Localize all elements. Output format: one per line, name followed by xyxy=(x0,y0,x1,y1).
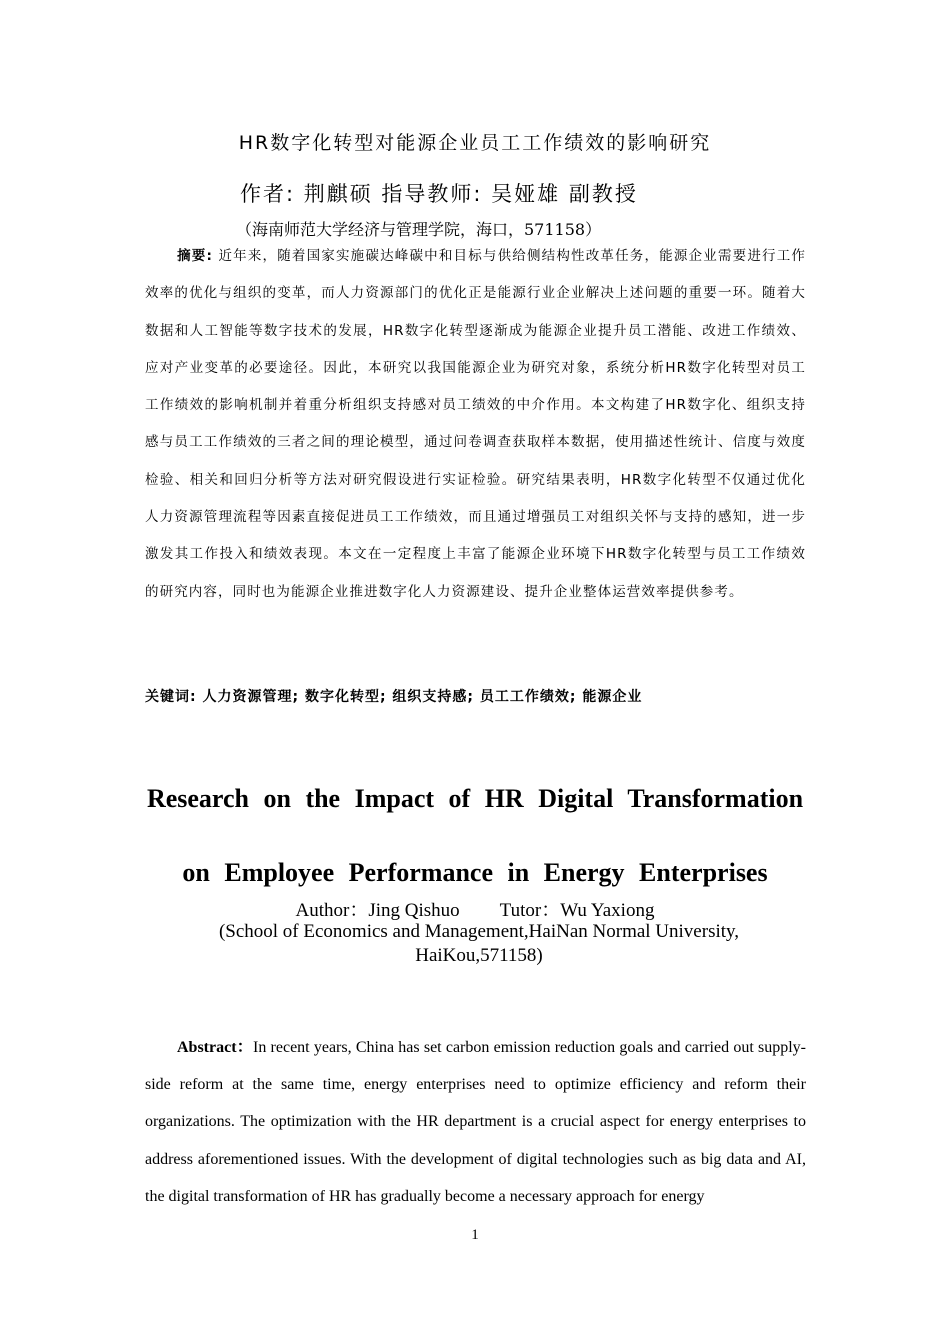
english-abstract-text: In recent years, China has set carbon emission reduction goals and carried out supply-side reform at the same time, energy enterprises need to optimize efficiency and reform their organizations. The optimization with the HR department is a crucial aspect for energy enterprises to address aforementioned issues. With the development of digital technologies such as big data and AI, the digital transformation of HR has gradually become a necessary approach for energy xyxy=(145,1039,806,1205)
chinese-keywords: 关键词: 人力资源管理; 数字化转型; 组织支持感; 员工工作绩效; 能源企业 xyxy=(145,689,643,705)
english-tutor: Tutor：Wu Yaxiong xyxy=(499,900,655,921)
english-title xyxy=(0,762,950,910)
english-abstract-label: Abstract： xyxy=(177,1039,253,1056)
chinese-abstract-label: 摘要: xyxy=(177,248,213,264)
english-author: Author：Jing Qishuo xyxy=(295,900,460,921)
english-authors xyxy=(0,895,950,922)
english-affiliation: (School of Economics and Management,HaiNan Normal University, HaiKou,571158) xyxy=(218,921,740,966)
chinese-abstract-text: 近年来，随着国家实施碳达峰碳中和目标与供给侧结构性改革任务，能源企业需要进行工作效率的优化与组织的变革，而人力资源部门的优化正是能源行业企业解决上述问题的重要一环。随着大数据和人工智能等数字技术的发展，HR数字化转型逐渐成为能源企业提升员工潜能、改进工作绩效、应对产业变革的必要途径。因此，本研究以我国能源企业为研究对象，系统分析HR数字化转型对员工工作绩效的影响机制并着重分析组织支持感对员工绩效的中介作用。本文构建了HR数字化、组织支持感与员工工作绩效的三者之间的理论模型，通过问卷调查获取样本数据，使用描述性统计、信度与效度检验、相关和回归分析等方法对研究假设进行实证检验。研究结果表明，HR数字化转型不仅通过优化人力资源管理流程等因素直接促进员工工作绩效，而且通过增强员工对组织关怀与支持的感知，进一步激发其工作投入和绩效表现。本文在一定程度上丰富了能源企业环境下HR数字化转型与员工工作绩效的研究内容，同时也为能源企业推进数字化人力资源建设、提升企业整体运营效率提供参考。 xyxy=(145,248,806,600)
chinese-title: HR数字化转型对能源企业员工工作绩效的影响研究 xyxy=(238,132,712,154)
chinese-affiliation: （海南师范大学经济与管理学院，海口，571158） xyxy=(236,220,602,239)
page-number: 1 xyxy=(471,1227,479,1243)
english-title-line2: on Employee Performance in Energy Enterprises xyxy=(182,858,768,887)
chinese-authors: 作者: 荆麒硕 指导教师: 吴娅雄 副教授 xyxy=(240,182,638,206)
english-title-line1: Research on the Impact of HR Digital Transformation xyxy=(146,784,804,813)
english-abstract xyxy=(145,1029,806,1215)
chinese-abstract xyxy=(145,238,806,611)
